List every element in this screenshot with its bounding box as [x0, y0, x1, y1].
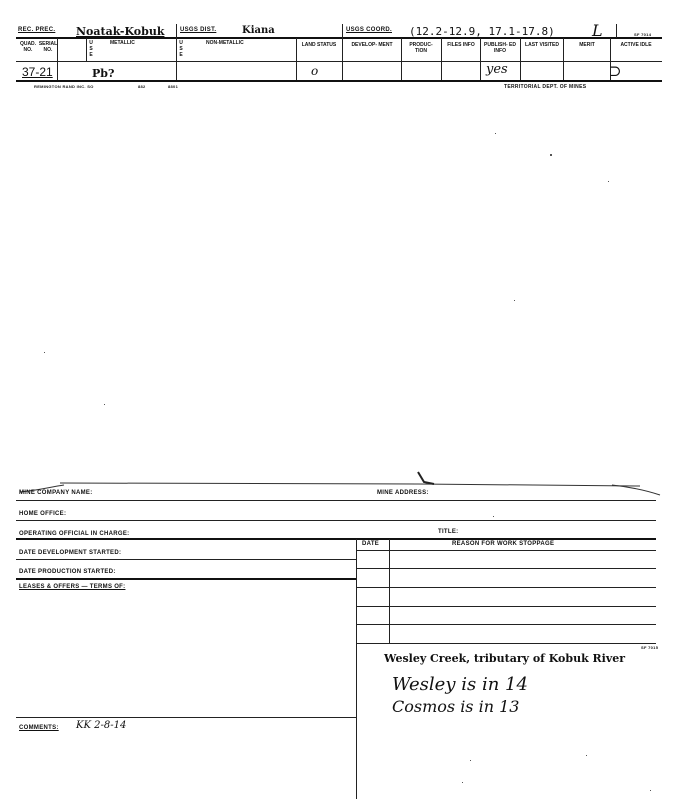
divider — [563, 38, 564, 80]
rule — [356, 606, 656, 607]
leases-offers-label: LEASES & OFFERS — TERMS OF: — [19, 584, 126, 590]
non-metallic-header: NON-METALLIC — [206, 40, 244, 46]
land-status-header: LAND STATUS — [301, 42, 337, 48]
home-office-label: HOME OFFICE: — [19, 511, 67, 517]
divider — [342, 24, 343, 80]
rule — [356, 643, 656, 644]
date-production-started-label: DATE PRODUCTION STARTED: — [19, 569, 116, 575]
divider — [296, 38, 297, 80]
rule — [16, 520, 656, 521]
divider — [480, 38, 481, 80]
handwritten-note-wesley: Wesley is in 14 — [392, 674, 528, 695]
divider — [441, 38, 442, 80]
reason-for-stoppage-header: REASON FOR WORK STOPPAGE — [452, 541, 555, 547]
usgs-dist-label: USGS DIST. — [180, 27, 217, 33]
published-info-header: PUBLISH- ED INFO — [484, 42, 516, 54]
divider — [176, 24, 177, 80]
use-header: U S E — [89, 40, 93, 58]
land-status-value: o — [311, 64, 319, 78]
quad-no-header: QUAD. NO. — [19, 41, 37, 53]
active-idle-header: ACTIVE IDLE — [620, 42, 652, 48]
handwritten-note-cosmos: Cosmos is in 13 — [392, 697, 520, 716]
form-number-bottom: SF 7015 — [641, 645, 659, 650]
usgs-dist-value: Kiana — [242, 25, 275, 36]
printer-code: 882 — [138, 84, 146, 89]
files-info-header: FILES INFO — [447, 42, 475, 48]
metallic-value: Pb? — [92, 67, 115, 80]
divider — [616, 24, 617, 38]
use-header-2: U S E — [179, 40, 183, 58]
merit-header: MERIT — [579, 42, 595, 48]
rule — [356, 624, 656, 625]
printer-imprint: REMINGTON RAND INC. SO — [34, 84, 94, 89]
development-header: DEVELOP- MENT — [351, 42, 393, 48]
usgs-coord-value: (12.2-12.9, 17.1-17.8) — [409, 25, 555, 38]
stoppage-table-left-border — [356, 539, 357, 799]
card-edge — [0, 440, 678, 500]
date-development-started-label: DATE DEVELOPMENT STARTED: — [19, 550, 122, 556]
comments-value: KK 2-8-14 — [76, 720, 127, 731]
published-value: yes — [486, 62, 508, 77]
row-bottom-rule — [16, 80, 662, 82]
production-header: PRODUC- TION — [409, 42, 433, 54]
stoppage-date-column-border — [389, 539, 390, 643]
corner-mark: L — [592, 21, 603, 40]
rule — [16, 559, 356, 560]
typed-location-note: Wesley Creek, tributary of Kobuk River — [384, 652, 626, 665]
date-header: DATE — [362, 541, 380, 547]
column-header-rule — [16, 61, 662, 62]
territorial-dept: TERRITORIAL DEPT. OF MINES — [504, 84, 587, 90]
rule — [356, 550, 656, 551]
serial-no-header: SERIAL NO. — [38, 41, 58, 53]
active-idle-value: ⊃ — [609, 62, 622, 80]
rule — [16, 500, 656, 501]
mine-address-label: MINE ADDRESS: — [377, 490, 429, 496]
last-visited-header: LAST VISITED — [525, 42, 559, 48]
printer-code: 8801 — [168, 84, 179, 89]
title-label: TITLE: — [438, 529, 459, 535]
mine-company-name-label: MINE COMPANY NAME: — [19, 490, 93, 496]
rule — [356, 568, 656, 569]
rec-prec-value: Noatak-Kobuk — [76, 25, 165, 38]
rule — [16, 538, 656, 540]
metallic-header: METALLIC — [110, 40, 135, 46]
divider — [520, 38, 521, 80]
quad-serial-value: 37-21 — [22, 65, 53, 79]
rule — [16, 717, 356, 718]
operating-official-label: OPERATING OFFICIAL IN CHARGE: — [19, 531, 130, 537]
divider — [401, 38, 402, 80]
form-number-top: SF 7014 — [634, 32, 652, 37]
usgs-coord-label: USGS COORD. — [346, 27, 392, 33]
divider — [86, 38, 87, 61]
rec-prec-label: REC. PREC. — [18, 27, 56, 33]
rule — [356, 587, 656, 588]
comments-label: COMMENTS: — [19, 725, 59, 731]
rule — [16, 578, 356, 580]
